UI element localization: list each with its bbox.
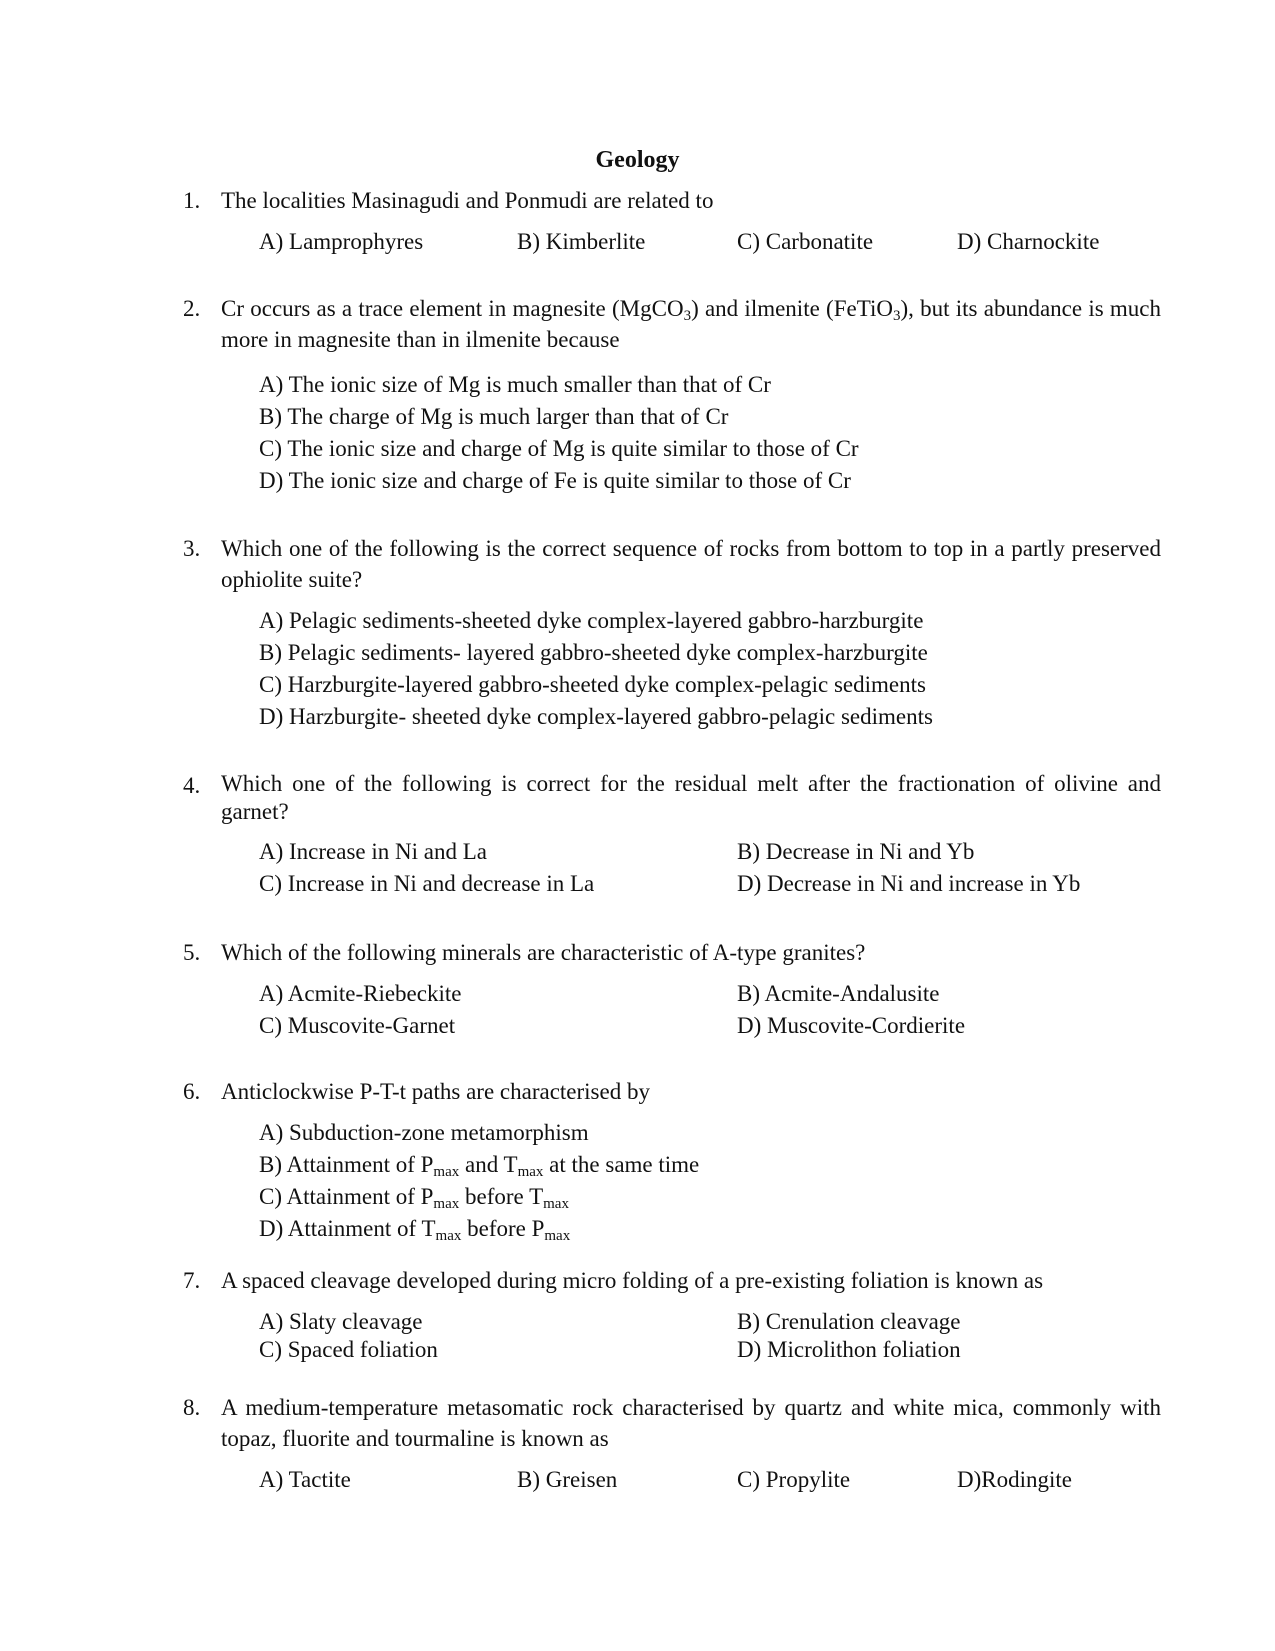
question-stem: Which of the following minerals are characteristic of A-type granites?: [221, 940, 866, 965]
option-c: C) Spaced foliation: [259, 1337, 438, 1362]
option-d: D)Rodingite: [957, 1467, 1072, 1492]
option-c: C) Harzburgite-layered gabbro-sheeted dyke complex-pelagic sediments: [259, 672, 926, 697]
option-b: B) Pelagic sediments- layered gabbro-sheeted dyke complex-harzburgite: [259, 640, 928, 665]
option-c: C) Muscovite-Garnet: [259, 1013, 456, 1038]
question-stem: Cr occurs as a trace element in magnesite (MgCO$_3$) and ilmenite (FeTiO$_3$), but its abundance is much more in magnesite than in ilmenite because: [221, 296, 1162, 352]
question-stem: A spaced cleavage developed during micro folding of a pre-existing foliation is known as: [221, 1268, 1044, 1293]
question-number: 4.: [183, 773, 201, 798]
option-a: A) Acmite-Riebeckite: [259, 981, 462, 1006]
option-c: C) Attainment of $P_{max}$ before $T_{max}$: [259, 1184, 569, 1212]
question-number: 6.: [183, 1079, 201, 1104]
question-number: 2.: [183, 296, 201, 321]
question-number: 3.: [183, 536, 201, 561]
option-b: B) Kimberlite: [517, 229, 646, 254]
option-a: A) Pelagic sediments-sheeted dyke complex-layered gabbro-harzburgite: [259, 608, 924, 633]
option-b: B) Attainment of $P_{max}$ and $T_{max}$ at the same time: [259, 1152, 700, 1180]
question-stem: The localities Masinagudi and Ponmudi are related to: [221, 188, 714, 213]
option-a: A) Slaty cleavage: [259, 1309, 423, 1334]
question-7: [183, 1265, 1163, 1366]
question-3: [183, 533, 1163, 733]
option-b: B) The charge of Mg is much larger than that of Cr: [259, 404, 729, 429]
option-c: C) Increase in Ni and decrease in La: [259, 871, 595, 896]
option-d: D) Microlithon foliation: [737, 1337, 961, 1362]
option-b: B) Crenulation cleavage: [737, 1309, 961, 1334]
question-number: 7.: [183, 1268, 201, 1293]
question-4: [183, 770, 1163, 900]
option-d: D) Decrease in Ni and increase in Yb: [737, 871, 1081, 896]
option-c: C) The ionic size and charge of Mg is quite similar to those of Cr: [259, 436, 859, 461]
option-a: A) The ionic size of Mg is much smaller than that of Cr: [259, 372, 771, 397]
question-6: [183, 1076, 1163, 1245]
question-number: 1.: [183, 188, 201, 213]
question-stem: Anticlockwise P-T-t paths are characterised by: [221, 1079, 650, 1104]
question-stem: A medium-temperature metasomatic rock characterised by quartz and white mica, commonly with topaz, fluorite and tourmaline is known as: [221, 1395, 1161, 1451]
option-a: A) Increase in Ni and La: [259, 839, 487, 864]
option-d: D) Harzburgite- sheeted dyke complex-layered gabbro-pelagic sediments: [259, 704, 933, 729]
question-8: [183, 1392, 1163, 1496]
option-d: D) Charnockite: [957, 229, 1100, 254]
option-a: A) Subduction-zone metamorphism: [259, 1120, 589, 1145]
question-2: [183, 293, 1163, 497]
question-number: 8.: [183, 1395, 201, 1420]
option-b: B) Greisen: [517, 1467, 618, 1492]
option-b: B) Decrease in Ni and Yb: [737, 839, 975, 864]
option-d: D) The ionic size and charge of Fe is quite similar to those of Cr: [259, 468, 851, 493]
option-d: D) Attainment of $T_{max}$ before $P_{max}$: [259, 1216, 571, 1244]
question-5: [183, 937, 1163, 1042]
question-stem: Which one of the following is the correct sequence of rocks from bottom to top in a partly preserved ophiolite suite?: [221, 536, 1161, 592]
option-a: A) Tactite: [259, 1467, 351, 1492]
option-a: A) Lamprophyres: [259, 229, 424, 254]
question-number: 5.: [183, 940, 201, 965]
option-c: C) Propylite: [737, 1467, 851, 1492]
option-c: C) Carbonatite: [737, 229, 874, 254]
page-title: Geology: [595, 147, 680, 173]
option-d: D) Muscovite-Cordierite: [737, 1013, 966, 1038]
question-1: [183, 185, 1163, 258]
option-b: B) Acmite-Andalusite: [737, 981, 940, 1006]
question-stem: Which one of the following is correct for the residual melt after the fractionation of olivine and garnet?: [221, 771, 1161, 824]
